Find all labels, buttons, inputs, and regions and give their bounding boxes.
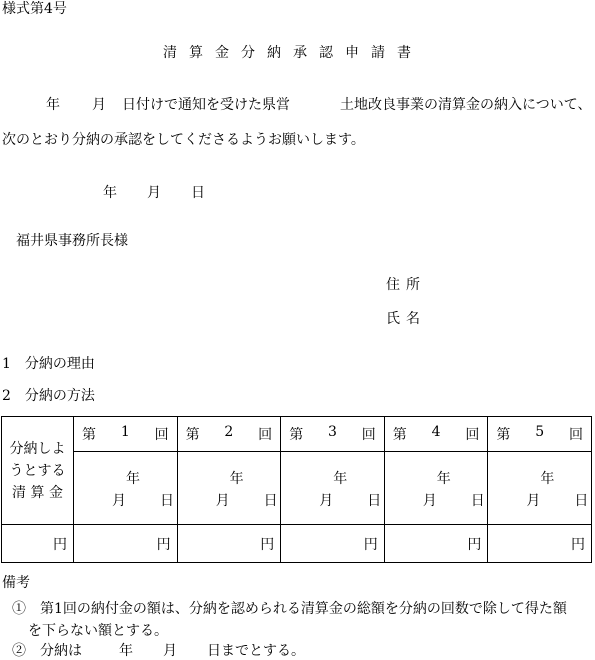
yen-label: 円 [467, 536, 482, 553]
addressee: 福井県事務所長様 [16, 233, 128, 249]
installment-number: 1 [120, 424, 130, 440]
installment-header-3 [281, 417, 385, 452]
installment-date-2 [177, 452, 281, 525]
form-number: 様式第4号 [2, 1, 67, 17]
date-month-label: 月 [526, 493, 541, 509]
remark-2-month: 月 [163, 643, 177, 659]
section-reason: 1 分納の理由 [2, 356, 95, 372]
installment-date-1 [74, 452, 178, 525]
yen-label: 円 [363, 536, 378, 553]
installment-amount-1 [74, 525, 178, 563]
date-month-label: 月 [215, 493, 230, 509]
installment-table [1, 416, 592, 563]
date-month-label: 月 [112, 493, 126, 509]
date-month-label: 月 [319, 493, 334, 509]
installment-prefix: 第 [289, 427, 304, 443]
installment-suffix: 回 [568, 427, 583, 443]
installment-prefix: 第 [392, 427, 407, 443]
row-label-cell [2, 417, 74, 525]
row-label-line-2: うとする [9, 462, 66, 479]
date-month: 月 [147, 185, 161, 201]
remark-1-line-2: を下らない額とする。 [28, 623, 168, 639]
installment-prefix: 第 [82, 427, 96, 443]
installment-prefix: 第 [496, 427, 511, 443]
date-year-label: 年 [333, 471, 348, 487]
body-notice: 日付けで通知を受けた県営 [122, 97, 290, 113]
installment-prefix: 第 [185, 427, 200, 443]
yen-label: 円 [156, 536, 171, 553]
installment-number: 3 [328, 424, 337, 440]
date-day-label: 日 [470, 493, 485, 509]
row-label-line-1: 分納しよ [9, 440, 66, 457]
date-year-label: 年 [540, 471, 555, 487]
date-day-label: 日 [367, 493, 382, 509]
date-year-label: 年 [436, 471, 451, 487]
remark-2-lead: ② 分納は [12, 643, 82, 659]
remark-2-year: 年 [119, 643, 133, 659]
installment-amount-2 [177, 525, 281, 563]
body-project: 土地改良事業の清算金の納入について、 [340, 97, 592, 113]
date-year-label: 年 [229, 471, 244, 487]
installment-amount-3 [281, 525, 385, 563]
date-year: 年 [103, 185, 117, 201]
installment-date-5 [488, 452, 592, 525]
row-label-line-3: 清 算 金 [12, 484, 63, 501]
installment-suffix: 回 [154, 427, 169, 443]
installment-suffix: 回 [465, 427, 480, 443]
body-year: 年 [46, 97, 60, 113]
yen-label: 円 [571, 536, 585, 553]
name-label: 氏名 [386, 311, 426, 327]
installment-number: 4 [431, 424, 441, 440]
date-day: 日 [191, 185, 205, 201]
installment-date-3 [281, 452, 385, 525]
yen-label: 円 [260, 536, 275, 553]
body-month: 月 [92, 97, 106, 113]
remarks-heading: 備考 [2, 575, 30, 591]
date-year-label: 年 [126, 471, 140, 487]
date-day-label: 日 [160, 493, 174, 509]
installment-amount-5 [488, 525, 592, 563]
document-title: 清算金分納承認申請書 [163, 45, 423, 61]
installment-suffix: 回 [361, 427, 376, 443]
date-month-label: 月 [422, 493, 437, 509]
installment-number: 5 [535, 424, 545, 440]
remark-2-tail: 日までとする。 [207, 643, 305, 659]
installment-number: 2 [224, 424, 234, 440]
installment-header-5 [488, 417, 592, 452]
installment-header-2 [177, 417, 281, 452]
body-request: 次のとおり分納の承認をしてくださるようお願いします。 [2, 132, 365, 148]
address-label: 住所 [386, 277, 426, 293]
installment-amount-4 [384, 525, 488, 563]
installment-date-4 [384, 452, 488, 525]
date-day-label: 日 [574, 493, 589, 509]
total-amount-cell [2, 525, 74, 563]
installment-header-4 [384, 417, 488, 452]
installment-header-1 [74, 417, 178, 452]
yen-label: 円 [53, 536, 67, 553]
section-method: 2 分納の方法 [2, 388, 95, 404]
installment-suffix: 回 [258, 427, 273, 443]
date-day-label: 日 [263, 493, 278, 509]
remark-1-line-1: ① 第1回の納付金の額は、分納を認められる清算金の総額を分納の回数で除して得た額 [12, 601, 567, 617]
